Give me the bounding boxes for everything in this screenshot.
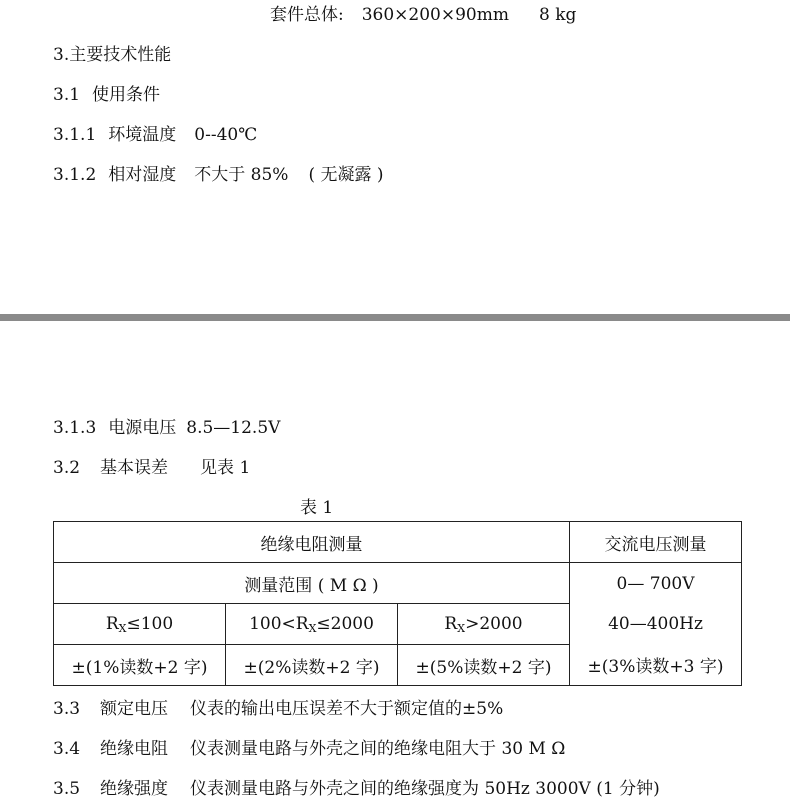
ac-frequency: 40—400Hz (608, 613, 703, 634)
section-label: 额定电压 (100, 699, 169, 719)
kit-weight: 8 kg (539, 5, 577, 25)
table-caption: 表 1 (300, 498, 334, 518)
range-1 (54, 604, 226, 645)
section-number: 3.3 (53, 699, 81, 719)
table-row (54, 563, 742, 604)
section-3-1-3 (53, 417, 280, 439)
header-ac: 交流电压测量 (570, 522, 742, 563)
ac-voltage: 0— 700V (616, 573, 695, 594)
error-3: ±(5%读数+2 字) (398, 645, 570, 686)
section-value: 见表 1 (200, 458, 251, 478)
error-2: ±(2%读数+2 字) (226, 645, 398, 686)
range-1-post: ≤100 (126, 613, 174, 634)
section-text: 仪表测量电路与外壳之间的绝缘电阻大于 30 M Ω (190, 739, 566, 759)
section-label: 基本误差 (100, 458, 169, 478)
section-value: 8.5—12.5V (186, 418, 281, 438)
section-number: 3.4 (53, 739, 81, 759)
range-2-pre: 100<R (249, 613, 309, 634)
range-3-sub: X (457, 621, 466, 635)
section-number: 3.1 (53, 85, 81, 105)
section-3-3 (53, 698, 503, 720)
section-3-5 (53, 778, 660, 800)
section-3-1-1 (53, 124, 257, 146)
error-1: ±(1%读数+2 字) (54, 645, 226, 686)
range-3 (398, 604, 570, 645)
error-ac: ±(3%读数+3 字) (570, 645, 742, 686)
section-text: 使用条件 (92, 85, 161, 105)
kit-dimensions: 360×200×90mm (361, 5, 509, 25)
range-label: 测量范围 ( M Ω ) (54, 563, 570, 604)
section-text: 仪表的输出电压误差不大于额定值的±5% (190, 699, 504, 719)
range-2-post: ≤2000 (316, 613, 374, 634)
range-1-pre: R (105, 613, 119, 634)
section-number: 3.1.2 (53, 165, 97, 185)
spec-table (53, 521, 742, 686)
range-2 (226, 604, 398, 645)
section-label: 相对湿度 (108, 165, 177, 185)
section-3-heading: 3.主要技术性能 (53, 45, 172, 65)
range-2-sub: X (308, 621, 317, 635)
table-row (54, 645, 742, 686)
section-3-4 (53, 738, 565, 760)
section-label: 绝缘强度 (100, 779, 169, 799)
section-number: 3.5 (53, 779, 81, 799)
section-3-1-2 (53, 164, 384, 186)
section-value: 不大于 85% (194, 165, 289, 185)
section-3-1 (53, 84, 160, 106)
page-divider (0, 314, 790, 321)
section-text: 仪表测量电路与外壳之间的绝缘强度为 50Hz 3000V (1 分钟) (190, 779, 660, 799)
range-3-pre: R (444, 613, 458, 634)
range-1-sub: X (118, 621, 127, 635)
section-number: 3.2 (53, 458, 81, 478)
kit-spec-line (270, 4, 576, 26)
section-3-2 (53, 457, 250, 479)
section-value: 0--40℃ (194, 125, 258, 145)
ac-cell (570, 563, 742, 645)
section-label: 绝缘电阻 (100, 739, 169, 759)
section-number: 3.1.3 (53, 418, 97, 438)
range-3-post: >2000 (465, 613, 523, 634)
section-number: 3.1.1 (53, 125, 97, 145)
section-label: 环境温度 (108, 125, 177, 145)
section-label: 电源电压 (108, 418, 177, 438)
header-insulation: 绝缘电阻测量 (54, 522, 570, 563)
kit-label: 套件总体: (270, 5, 344, 25)
table-row (54, 522, 742, 563)
section-note: ( 无凝露 ) (308, 165, 384, 185)
